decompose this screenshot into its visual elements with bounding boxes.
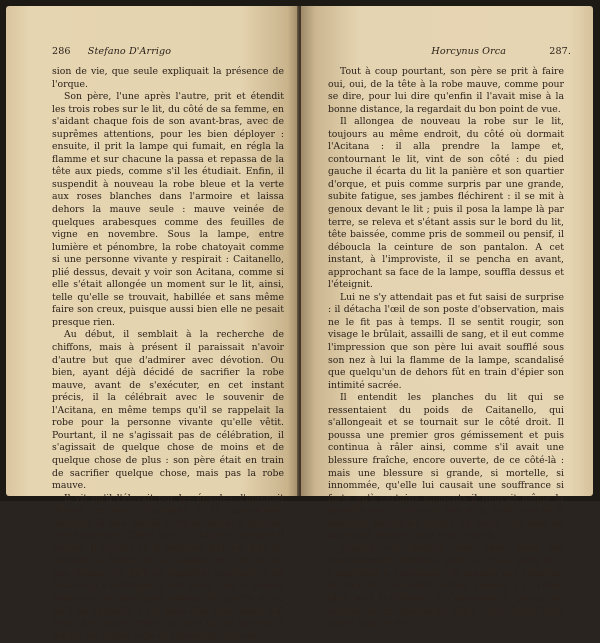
- right-page: [301, 6, 593, 630]
- right-page-header: [431, 46, 571, 57]
- paragraph: Au début, il semblait à la recherche de chiffons, mais à présent il paraissait n'avoir d'autre but que d'admirer avec dévotion. Ou bien, ayant déjà décidé de sacrifier la robe mauve, avant de s'exécuter, en cet instant précis, il la célébrait avec le souvenir de l'Acitana, en même temps qu'il se rappelait la robe pour la personne vivante qu'elle vêtit. Pourtant, il ne s'agissait pas de célébration, il s'agissait de quelque chose de moins et de quelque chose de plus : son père était en train de sacrifier quelque chose, mais pas la robe mauve.: [52, 329, 284, 492]
- page-number: 286: [52, 46, 71, 57]
- paragraph: sion de vie, que seule expliquait la présence de l'orque.: [52, 66, 284, 90]
- paragraph: Il allongea de nouveau la robe sur le lit, toujours au même endroit, du côté où dormait l'Acitana : il alla prendre la lampe et, contournant le lit, vint de son côté : du pied gauche il écarta du lit la panière et son quartier d'orque, et puis comme surpris par une grande, subite fatigue, ses jambes fléchirent : il se mit à genoux devant le lit ; puis il posa la lampe là par terre, se releva et s'étant assis sur le bord du lit, tête baissée, comme pris de sommeil ou pensif, il déboucla la ceinture de son pantalon. A cet instant, à l'improviste, il se pencha en avant, approchant sa face de la lampe, souffla dessus et l'éteignit.: [328, 116, 564, 291]
- running-head: Horcynus Orca: [431, 46, 507, 57]
- page-number: 287.: [549, 46, 571, 57]
- paragraph: Il entendit les planches du lit qui se ressentaient du poids de Caitanello, qui s'allongeait et se tournait sur le côté droit. Il poussa une premier gros gémissement et puis continua à râler ainsi, comme s'il avait une blessure fraîche, encore ouverte, de ce côté-là : mais une blessure si grande, si mortelle, si innommée, qu'elle lui causait une souffrance si forte qu'à certains moments il pouvait même la prendre pour du plaisir. Son père, voilà, loin de la déchirer paraissait entrer de toute son âme en adoration devant cette robe mauve.: [328, 392, 564, 542]
- running-head: Stefano D'Arrigo: [87, 46, 172, 57]
- paragraph: Lui ne s'y attendait pas et fut saisi de surprise : il détacha l'œil de son poste d'observation, mais ne le fit pas à temps. Il se sentit rougir, son visage le brûlait, assailli de sang, et il eut comme l'impression que son père lui avait soufflé sous son nez à lui la flamme de la lampe, scandalisé que quelqu'un de dehors fût en train d'épier son intimité sacrée.: [328, 291, 564, 391]
- right-page-text: [328, 66, 564, 631]
- paragraph: Jusqu'à cet instant, son père avait été complètement nouveau pour lui, mais alors qu'il s'apprêtait à contourner la maison sur l'éperon, la voix de Caitanello éclata comme s'il n'était plus seul là-dedans. Il s'adressait à quelqu'un, comme si ce quelqu'un était resté jusqu'alors caché dans le noir :: [328, 542, 564, 630]
- paragraph: Il vit qu'il l'élevait par les épaules, l'amenait devant ses yeux, l'éloignait et la rapprochait, inclinant la tête, tantôt à droite, tantôt à gauche, très lentement. Cette fois il la sacrifia, pensait-il encore. Il calcule où la déchirer d'abord. Elle lui rappelle sa femme et par suggestion il en est un peu retenu. Ce qu'il se rappelle, pourtant, a dû beaucoup s'estomper à ses yeux, tant d'années passèrent en quelques années de guerre et ce qu'il se rappelle n'est peut-être plus assez vif, assez fort, pour arrêter la main qui se hasarde à mettre en pièces robe et silhouette mauves.: [52, 492, 284, 642]
- paragraph: Son père, l'une après l'autre, prit et étendit les trois robes sur le lit, du côté de sa femme, en s'aidant chaque fois de son avant-bras, avec de suprêmes attentions, pour les bien déployer : ensuite, il prit la lampe qui fumait, en régla la flamme et sur chacune la passa et repassa de la tête aux pieds, comme s'il les étudiait. Enfin, il suspendit à nouveau la robe bleue et la verte aux roses blanches dans l'armoire et laissa dehors la mauve seule : mauve veinée de quelques arabesques comme des feuilles de vigne en novembre. Sous la lampe, entre lumière et pénombre, la robe chatoyait comme si une personne vivante y respirait : Caitanello, plié dessus, devait y voir son Acitana, comme si elle s'était allongée un moment sur le lit, ainsi, telle qu'elle se trouvait, habillée et sans même faire son creux, puisque aussi bien elle ne pesait presque rien.: [52, 91, 284, 328]
- paragraph: Tout à coup pourtant, son père se prit à faire oui, oui, de la tête à la robe mauve, comme pour se dire, pour lui dire qu'enfin il l'avait mise à la bonne distance, la regardait du bon point de vue.: [328, 66, 564, 115]
- left-page-header: [52, 46, 171, 57]
- left-page-text: [52, 66, 284, 643]
- left-page: [6, 6, 299, 642]
